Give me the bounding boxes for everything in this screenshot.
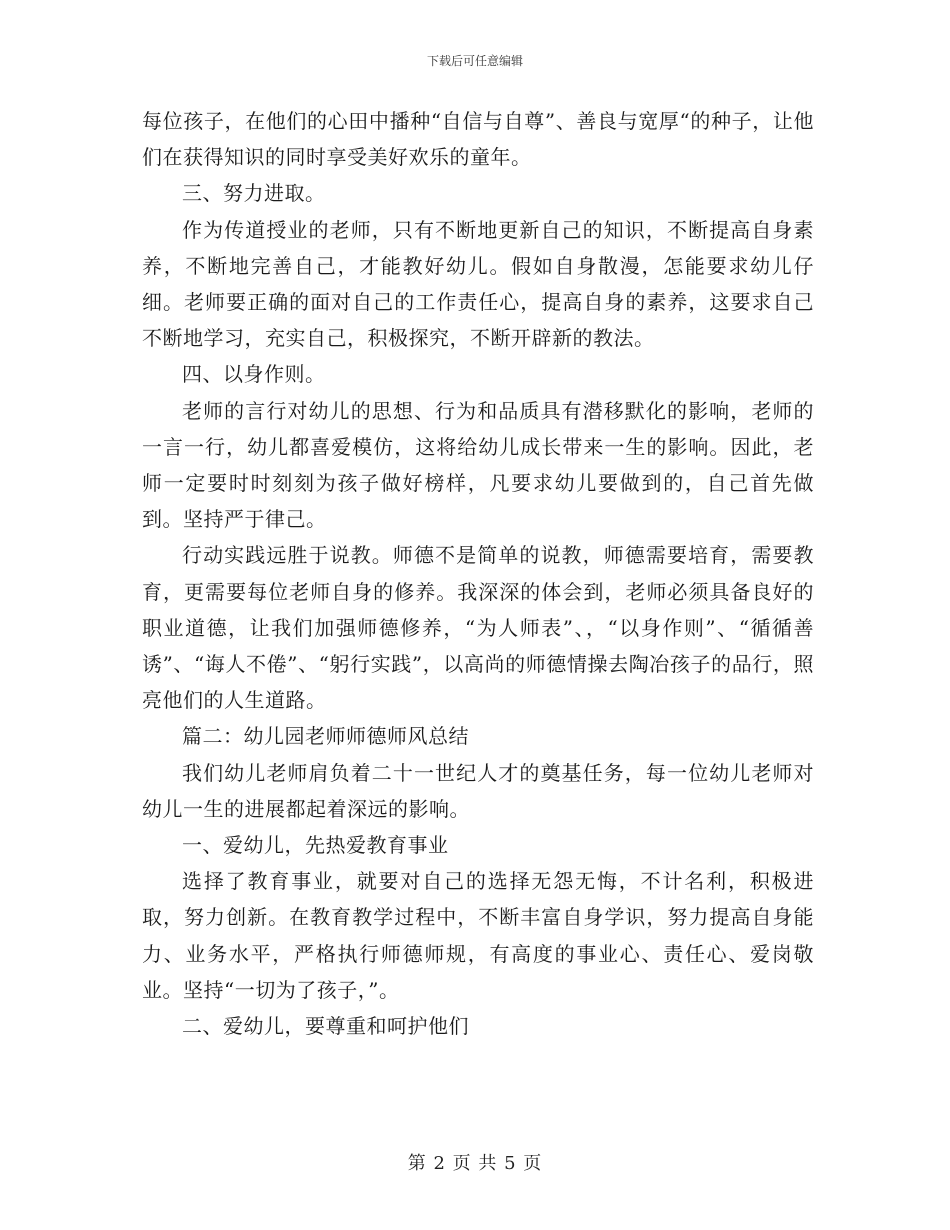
paragraph: 行动实践远胜于说教。师德不是简单的说教，师德需要培育，需要教育，更需要每位老师自身的修养。我深深的体会到，老师必须具备良好的职业道德，让我们加强师德修养，“为人师表”、，“以身作则”、“循循善诱”、“诲人不倦”、“躬行实践”，以高尚的师德情操去陶冶孩子的品行，照亮他们的人生道路。 — [142, 543, 814, 713]
paragraph: 我们幼儿老师肩负着二十一世纪人才的奠基任务，每一位幼儿老师对幼儿一生的进展都起着深远的影响。 — [142, 760, 814, 821]
section-heading: 二、爱幼儿，要尊重和呵护他们 — [182, 1014, 469, 1039]
section-heading: 篇二：幼儿园老师师德师风总结 — [182, 724, 469, 749]
paragraph: 选择了教育事业，就要对自己的选择无怨无悔，不计名利，积极进取，努力创新。在教育教学过程中，不断丰富自身学识，努力提高自身能力、业务水平，严格执行师德师规，有高度的事业心、责任心、爱岗敬业。坚持“一切为了孩子，”。 — [142, 869, 814, 1002]
paragraph: 作为传道授业的老师，只有不断地更新自己的知识，不断提高自身素养，不断地完善自己，才能教好幼儿。假如自身散漫，怎能要求幼儿仔细。老师要正确的面对自己的工作责任心，提高自身的素养，这要求自己不断地学习，充实自己，积极探究，不断开辟新的教法。 — [142, 217, 814, 351]
section-heading: 一、爱幼儿，先热爱教育事业 — [182, 833, 449, 858]
section-heading: 三、努力进取。 — [182, 181, 326, 206]
page-number: 第 2 页 共 5 页 — [407, 1153, 543, 1174]
paragraph: 每位孩子，在他们的心田中播种“自信与自尊”、善良与宽厚“的种子，让他们在获得知识的同时享受美好欢乐的童年。 — [142, 109, 814, 170]
paragraph: 老师的言行对幼儿的思想、行为和品质具有潜移默化的影响，老师的一言一行，幼儿都喜爱模仿，这将给幼儿成长带来一生的影响。因此，老师一定要时时刻刻为孩子做好榜样，凡要求幼儿要做到的，自己首先做到。坚持严于律己。 — [142, 398, 814, 532]
document-body — [142, 103, 814, 1044]
page-header: 下载后可任意编辑 — [426, 54, 523, 68]
section-heading: 四、以身作则。 — [182, 362, 326, 387]
